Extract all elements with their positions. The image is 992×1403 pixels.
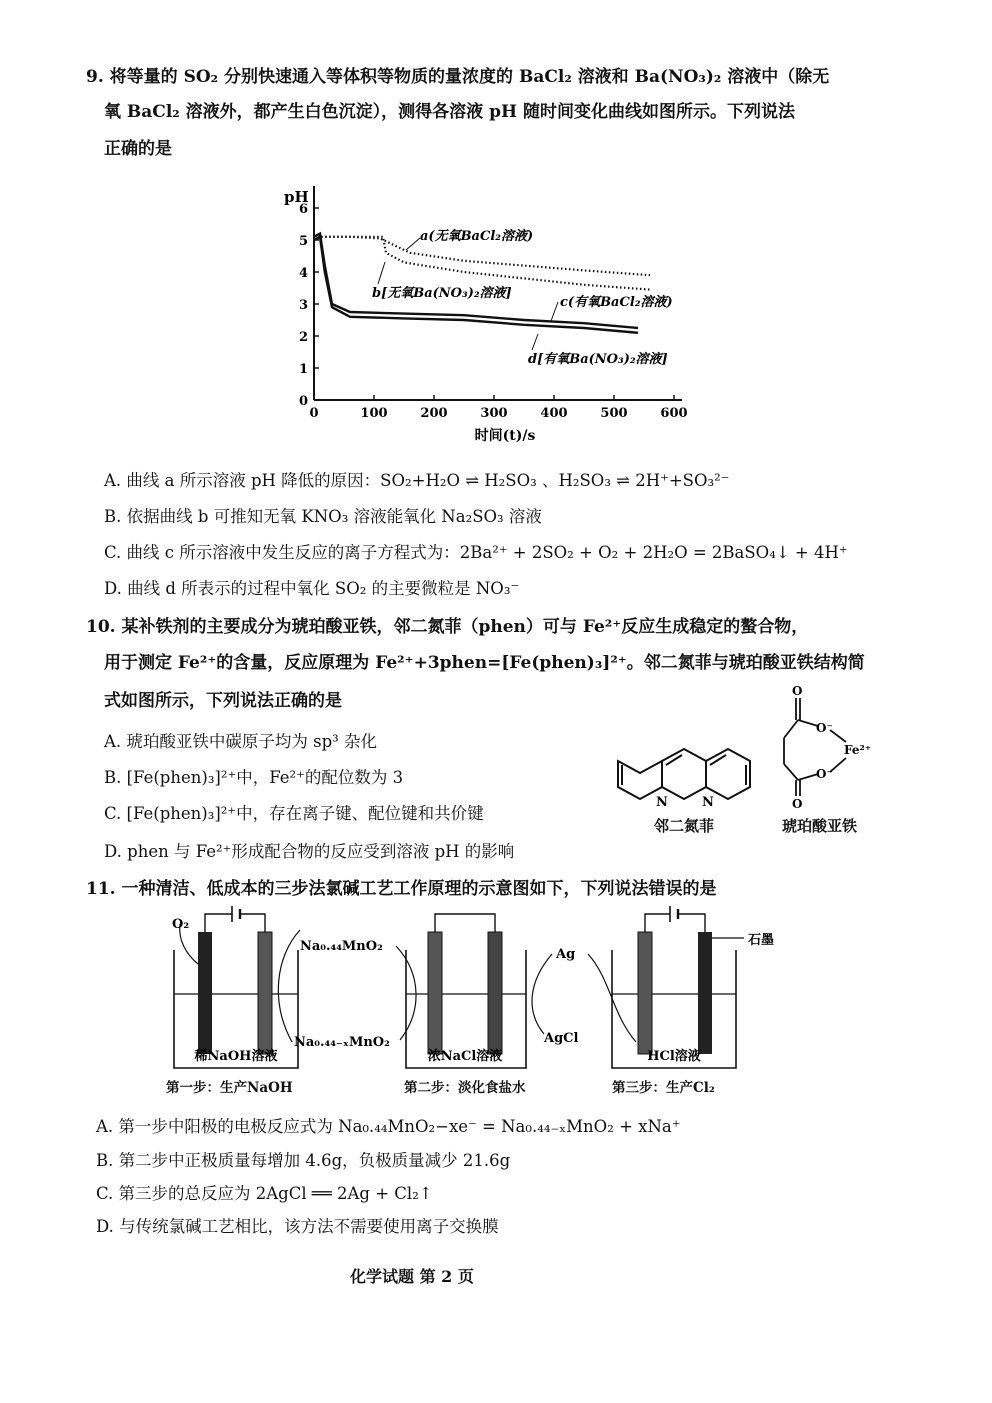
succ-o-top: O xyxy=(792,684,803,698)
x-tick-label: 0 xyxy=(309,406,319,421)
chart-xlabel: 时间(t)/s xyxy=(474,428,536,444)
label-hcl: HCl溶液 xyxy=(647,1049,701,1064)
series-a-pointer xyxy=(406,238,420,250)
q11-option-a: A. 第一步中阳极的电极反应式为 Na₀.₄₄MnO₂−xe⁻ = Na₀.₄₄₋ₓMnO₂ + xNa⁺ xyxy=(96,1117,681,1136)
caption-step1: 第一步：生产NaOH xyxy=(166,1080,293,1096)
label-graphite: 石墨 xyxy=(748,933,775,948)
label-o2: O₂ xyxy=(172,917,190,932)
y-tick-label: 1 xyxy=(298,362,308,377)
succ-fe: Fe²⁺ xyxy=(844,743,872,757)
label-na044mno2: Na₀.₄₄MnO₂ xyxy=(300,939,383,954)
phen-label: 邻二氮菲 xyxy=(654,817,715,835)
page-footer: 化学试题 第 2 页 xyxy=(350,1267,474,1286)
x-tick-label: 100 xyxy=(360,406,388,421)
q9-option-a: A. 曲线 a 所示溶液 pH 降低的原因：SO₂+H₂O ⇌ H₂SO₃ 、H₂SO₃ ⇌ 2H⁺+SO₃²⁻ xyxy=(104,471,730,490)
y-tick-label: 4 xyxy=(298,266,308,281)
phen-n-left: N xyxy=(656,795,668,810)
q10-option-d: D. phen 与 Fe²⁺形成配合物的反应受到溶液 pH 的影响 xyxy=(104,842,515,861)
q10-stem-line1: 10. 某补铁剂的主要成分为琥珀酸亚铁，邻二氮菲（phen）可与 Fe²⁺反应生成稳定的螯合物， xyxy=(86,617,809,637)
x-tick-label: 300 xyxy=(480,406,508,421)
series-d-label: d[有氧Ba(NO₃)₂溶液] xyxy=(528,352,668,367)
label-conc-nacl: 浓NaCl溶液 xyxy=(427,1049,503,1064)
caption-step3: 第三步：生产Cl₂ xyxy=(612,1080,715,1096)
y-tick-label: 3 xyxy=(298,298,308,313)
series-c-line xyxy=(314,234,638,328)
series-b-label: b[无氧Ba(NO₃)₂溶液] xyxy=(372,286,512,301)
phen-n-right: N xyxy=(702,795,714,810)
ferrous-succinate-structure xyxy=(770,680,880,810)
q9-stem-line1: 9. 将等量的 SO₂ 分别快速通入等体积等物质的量浓度的 BaCl₂ 溶液和 Ba(NO₃)₂ 溶液中（除无 xyxy=(86,67,830,87)
y-tick-label: 6 xyxy=(298,202,308,217)
q10-option-b: B. [Fe(phen)₃]²⁺中，Fe²⁺的配位数为 3 xyxy=(104,768,404,787)
electrolysis-diagram xyxy=(160,902,800,1074)
succ-o-minus-top: O⁻ xyxy=(816,721,833,735)
x-tick-label: 200 xyxy=(420,406,448,421)
series-d-pointer xyxy=(532,334,538,350)
q10-option-c: C. [Fe(phen)₃]²⁺中，存在离子键、配位键和共价键 xyxy=(104,804,484,823)
caption-step2: 第二步：淡化食盐水 xyxy=(404,1080,526,1096)
q10-option-a: A. 琥珀酸亚铁中碳原子均为 sp³ 杂化 xyxy=(104,732,378,751)
label-ag: Ag xyxy=(556,947,576,962)
label-agcl: AgCl xyxy=(544,1031,579,1046)
cell-step3 xyxy=(588,906,744,1068)
succinate-label: 琥珀酸亚铁 xyxy=(782,817,858,835)
succ-o-minus-bottom: O⁻ xyxy=(816,767,833,781)
x-tick-label: 600 xyxy=(660,406,688,421)
q11-option-b: B. 第二步中正极质量每增加 4.6g，负极质量减少 21.6g xyxy=(96,1151,511,1170)
series-b-pointer xyxy=(378,262,385,284)
q11-option-d: D. 与传统氯碱工艺相比，该方法不需要使用离子交换膜 xyxy=(96,1217,499,1236)
y-tick-label: 0 xyxy=(298,394,308,409)
q9-option-b: B. 依据曲线 b 可推知无氧 KNO₃ 溶液能氧化 Na₂SO₃ 溶液 xyxy=(104,507,542,526)
q9-option-c: C. 曲线 c 所示溶液中发生反应的离子方程式为：2Ba²⁺ + 2SO₂ + O₂ + 2H₂O = 2BaSO₄↓ + 4H⁺ xyxy=(104,543,848,562)
series-a-label: a(无氧BaCl₂溶液) xyxy=(420,229,534,244)
q9-stem-line3: 正确的是 xyxy=(104,139,172,159)
series-c-pointer xyxy=(551,302,558,321)
q11-stem-line1: 11. 一种清洁、低成本的三步法氯碱工艺工作原理的示意图如下，下列说法错误的是 xyxy=(86,879,717,899)
q9-option-d: D. 曲线 d 所表示的过程中氧化 SO₂ 的主要微粒是 NO₃⁻ xyxy=(104,579,520,598)
series-c-label: c(有氧BaCl₂溶液) xyxy=(560,295,673,310)
y-tick-label: 5 xyxy=(298,234,308,249)
succ-o-bottom: O xyxy=(792,797,803,810)
label-dilute-naoh: 稀NaOH溶液 xyxy=(194,1049,278,1064)
x-tick-label: 400 xyxy=(540,406,568,421)
cell-step1 xyxy=(174,906,300,1068)
q9-stem-line2: 氧 BaCl₂ 溶液外，都产生白色沉淀），测得各溶液 pH 随时间变化曲线如图所示。下列说法 xyxy=(104,102,795,122)
x-tick-label: 500 xyxy=(600,406,628,421)
label-na044xmno2: Na₀.₄₄₋ₓMnO₂ xyxy=(294,1035,390,1050)
q11-option-c: C. 第三步的总反应为 2AgCl ══ 2Ag + Cl₂↑ xyxy=(96,1184,433,1203)
cell-step2 xyxy=(396,914,552,1068)
chart-ylabel: pH xyxy=(284,188,309,206)
ph-time-chart xyxy=(270,178,710,450)
y-tick-label: 2 xyxy=(298,330,308,345)
q10-stem-line2: 用于测定 Fe²⁺的含量，反应原理为 Fe²⁺+3phen=[Fe(phen)₃]²⁺。邻二氮菲与琥珀酸亚铁结构简 xyxy=(104,653,865,673)
q10-stem-line3: 式如图所示，下列说法正确的是 xyxy=(104,691,342,711)
phenanthroline-structure xyxy=(610,715,770,830)
